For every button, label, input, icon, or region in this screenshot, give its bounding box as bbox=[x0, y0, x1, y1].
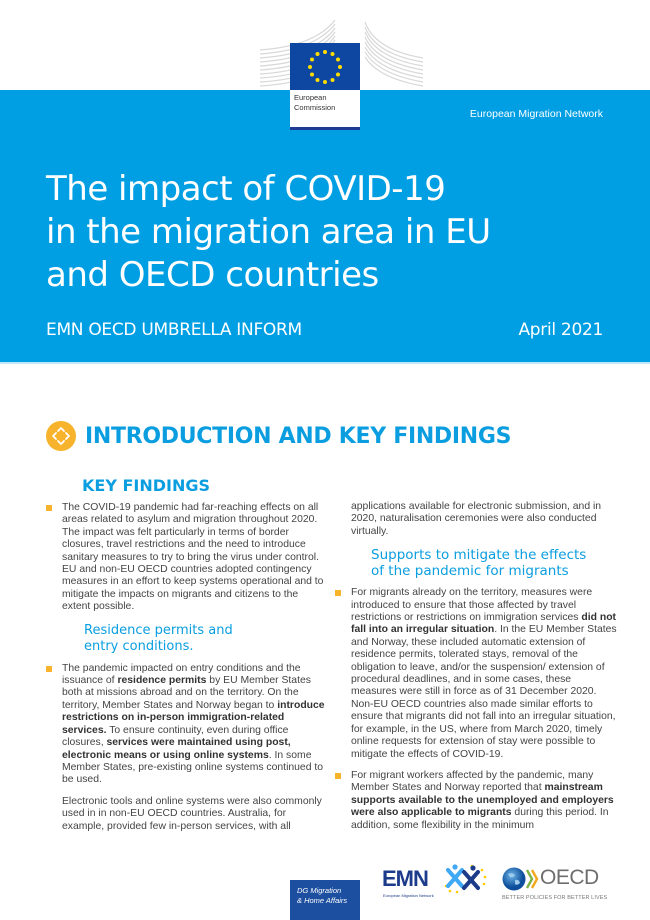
arrows-cross-icon bbox=[46, 421, 76, 451]
logo-text-line2: Commission bbox=[294, 103, 336, 112]
bold-text-run: residence permits bbox=[117, 675, 207, 687]
subheading-supports bbox=[335, 547, 618, 579]
text-run: during this period. In addition, some flexibility in the minimum bbox=[351, 807, 609, 831]
text-run: The pandemic impacted on entry conditions and the issuance of bbox=[62, 662, 301, 687]
paragraph-text: The COVID-19 pandemic had far-reaching effects on all areas related to asylum and migration throughout 2020. The impact was felt particularly in terms of border closures, travel restrictions and the need to introduce sanitary measures to try to bring the virus under control. EU and non-EU OECD countries adopted contingency measures in an effort to keep systems operational and to mitigate the impacts on migrants and citizens to the extent possible. bbox=[62, 502, 324, 613]
title-line-3: and OECD countries bbox=[46, 255, 379, 295]
subheading-residence-permits bbox=[46, 623, 326, 655]
section-heading bbox=[46, 421, 511, 451]
finding-paragraph-residence bbox=[46, 663, 326, 787]
oecd-logo bbox=[500, 866, 620, 910]
document-subtitle: EMN OECD UMBRELLA INFORM bbox=[46, 320, 302, 340]
text-run: For migrant workers affected by the pandemic, many Member States and Norway reported that bbox=[351, 769, 594, 794]
document-title bbox=[46, 168, 606, 297]
section-title: INTRODUCTION AND KEY FINDINGS bbox=[85, 423, 512, 449]
bold-text-run: did not fall into an irregular situation bbox=[351, 612, 617, 636]
oecd-globe-icon bbox=[502, 866, 540, 892]
emn-subtext: European Migration Network bbox=[383, 893, 434, 898]
bold-text-run: mainstream supports available to the unemployed and employers were also applicable to migrants bbox=[351, 782, 614, 819]
text-run: . In the EU Member States and Norway, these included automatic extension of residence permits, tolerated stays, removal of the obligation to leave, and/or the suspension/ extension of procedural deadlines, and in some cases, these measures were still in force as of 31 December 2020. Non-EU OECD countries also made similar efforts to ensure that migrants did not fall into an irregular situation, for example, in the US, where from March 2020, timely online requests for extension of stay were possible to mitigate the effects of COVID-19. bbox=[351, 624, 617, 760]
subheading-line-2: of the pandemic for migrants bbox=[371, 563, 569, 580]
text-run: . In some Member States, pre-existing online systems continued to be used. bbox=[62, 749, 324, 786]
oecd-tagline: BETTER POLICIES FOR BETTER LIVES bbox=[502, 895, 608, 901]
dg-migration-home-affairs-badge bbox=[290, 880, 360, 920]
subheading-line-2: entry conditions. bbox=[84, 638, 194, 654]
subheading-line-1: Supports to mitigate the effects bbox=[371, 547, 587, 564]
european-commission-logo bbox=[290, 43, 360, 135]
finding-paragraph-continued bbox=[335, 501, 618, 538]
paragraph-text: Electronic tools and online systems were also commonly used in in non-EU OECD countries. Australia, for example, provided few in-person services, with all bbox=[62, 795, 322, 832]
text-run: For migrants already on the territory, measures were introduced to ensure that those affected by travel restrictions or restrictions on immigration services bbox=[351, 587, 593, 624]
text-run: To ensure continuity, even during office closures, bbox=[62, 724, 289, 749]
paragraph-text: applications available for electronic submission, and in 2020, naturalisation ceremonies were also conducted virtually. bbox=[351, 501, 602, 537]
eu-flag-icon bbox=[290, 43, 360, 90]
title-line-2: in the migration area in EU bbox=[46, 212, 491, 252]
european-commission-wordmark bbox=[290, 90, 360, 130]
network-label: European Migration Network bbox=[469, 108, 603, 120]
publication-date: April 2021 bbox=[518, 320, 603, 340]
right-column bbox=[335, 501, 618, 841]
finding-paragraph-electronic-tools bbox=[46, 796, 326, 833]
finding-paragraph-irregular-situation bbox=[335, 587, 618, 761]
text-run: by EU Member States both at missions abroad and on the territory. On the territory, Member States and Norway began to bbox=[62, 675, 311, 711]
emn-logo bbox=[382, 866, 492, 910]
subheading-line-1: Residence permits and bbox=[84, 622, 233, 638]
title-line-1: The impact of COVID-19 bbox=[46, 169, 446, 209]
dg-line-2: & Home Affairs bbox=[297, 896, 348, 905]
bold-text-run: introduce restrictions on in-person immigration-related services. bbox=[62, 699, 325, 736]
key-findings-title: KEY FINDINGS bbox=[82, 476, 211, 495]
banner-divider bbox=[0, 362, 650, 364]
dg-line-1: DG Migration bbox=[297, 886, 342, 895]
oecd-wordmark: OECD bbox=[540, 866, 599, 889]
bold-text-run: services were maintained using post, electronic means or using online systems bbox=[62, 737, 291, 761]
emn-wordmark: EMN bbox=[382, 866, 428, 891]
left-column bbox=[46, 502, 326, 842]
finding-paragraph-overview bbox=[46, 502, 326, 614]
logo-text-line1: European bbox=[294, 93, 327, 102]
finding-paragraph-migrant-workers bbox=[335, 770, 618, 832]
emn-figures-icon bbox=[442, 864, 488, 894]
